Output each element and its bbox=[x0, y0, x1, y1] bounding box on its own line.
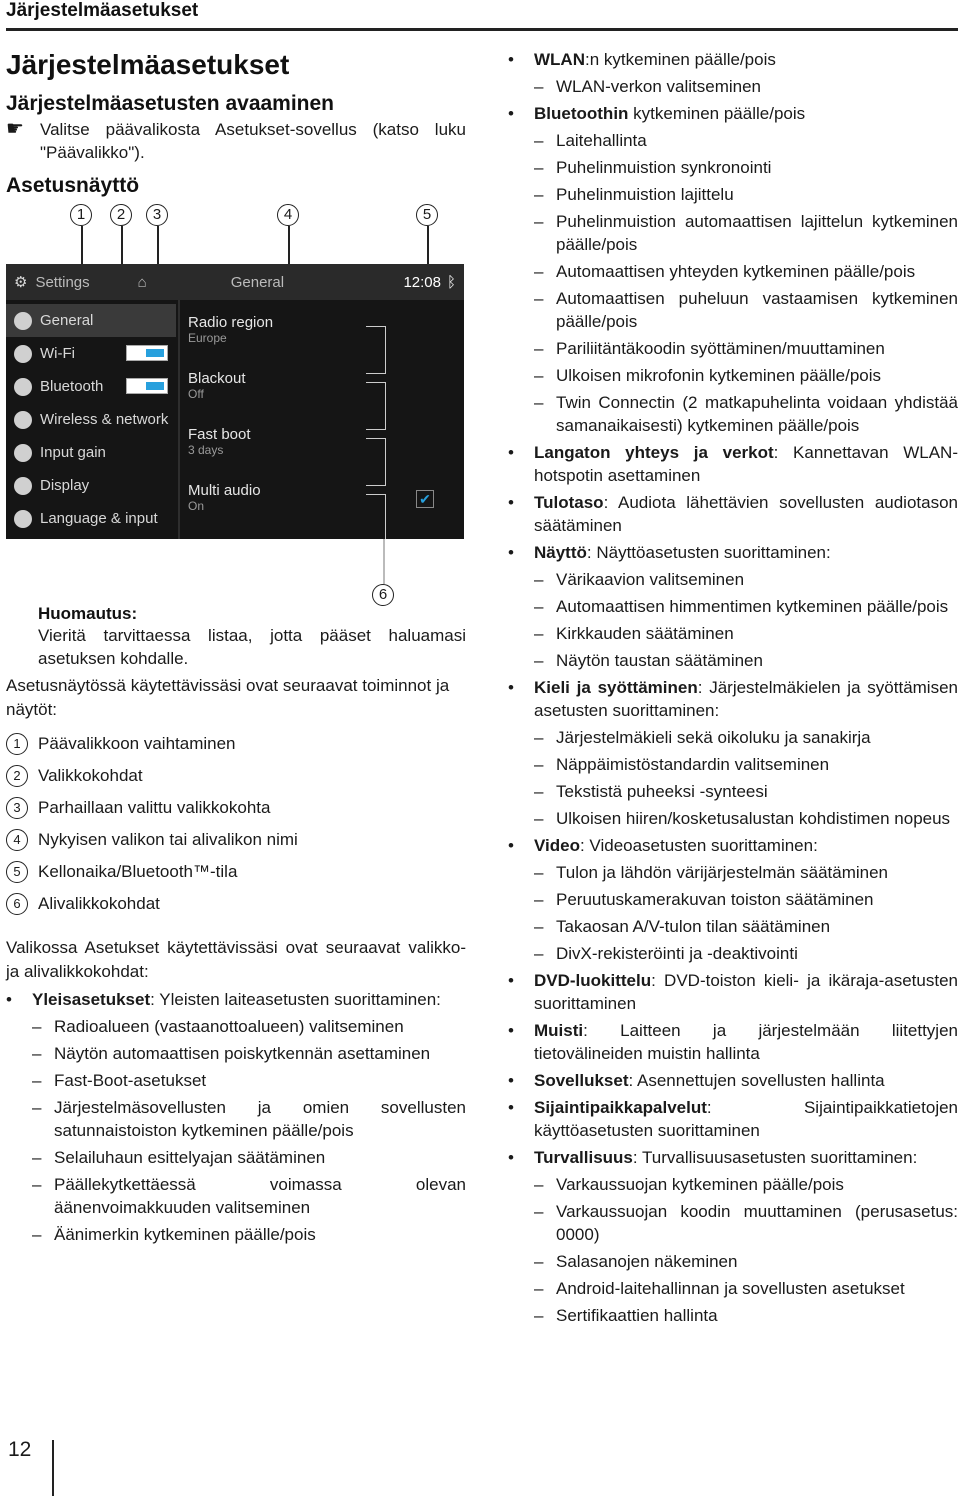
sub-item bbox=[32, 1223, 466, 1246]
dash: – bbox=[534, 212, 544, 231]
dash: – bbox=[534, 651, 544, 670]
sub-item-text: Järjestelmäsovellusten ja omien sovellusten satunnaistoiston kytkeminen päälle/pois bbox=[54, 1098, 466, 1140]
wifi-toggle[interactable] bbox=[126, 345, 168, 361]
dash: – bbox=[32, 1225, 42, 1244]
bullet-entry bbox=[508, 102, 958, 125]
sub-item bbox=[534, 888, 958, 911]
numbered-item bbox=[6, 728, 466, 760]
wifi-icon bbox=[14, 345, 32, 363]
dash: – bbox=[534, 131, 544, 150]
screen-title-settings: Settings bbox=[35, 273, 90, 291]
bullet-text: : Videoasetusten suorittaminen: bbox=[579, 836, 818, 855]
dash: – bbox=[534, 1279, 544, 1298]
sub-item-text: Varkaussuojan koodin muuttaminen (perusasetus: 0000) bbox=[556, 1202, 958, 1244]
bullet-dot: • bbox=[508, 493, 514, 512]
sub-item-text: Salasanojen näkeminen bbox=[556, 1252, 738, 1271]
bullet-text: : Yleisten laiteasetusten suorittaminen: bbox=[150, 990, 441, 1009]
sub-item bbox=[534, 807, 958, 830]
sub-item-text: Varkaussuojan kytkeminen päälle/pois bbox=[556, 1175, 844, 1194]
language-icon bbox=[14, 510, 32, 528]
sub-item-text: Automaattisen yhteyden kytkeminen päälle/pois bbox=[556, 262, 916, 281]
sub-item-text: Automaattisen puheluun vastaamisen kytkeminen päälle/pois bbox=[556, 289, 958, 331]
sub-item-text: Android-laitehallinnan ja sovellusten asetukset bbox=[556, 1279, 905, 1298]
bullet-text: kytkeminen päälle/pois bbox=[628, 104, 806, 123]
submenu-value: Off bbox=[188, 387, 204, 401]
bullet-text: : Kannettavan WLAN-hotspotin asettaminen bbox=[534, 443, 958, 485]
dash: – bbox=[534, 1175, 544, 1194]
bullet-text: : Audiota lähettävien sovellusten audiotason säätäminen bbox=[534, 493, 958, 535]
bullet-text: : Asennettujen sovellusten hallinta bbox=[628, 1071, 885, 1090]
sub-item bbox=[534, 726, 958, 749]
sub-item bbox=[534, 753, 958, 776]
sub-item-text: Puhelinmuistion synkronointi bbox=[556, 158, 772, 177]
sub-item-text: Värikaavion valitseminen bbox=[556, 570, 745, 589]
sub-item-text: Laitehallinta bbox=[556, 131, 647, 150]
left-column bbox=[6, 48, 466, 1246]
number-badge: 6 bbox=[6, 893, 28, 915]
numbered-item bbox=[6, 824, 466, 856]
bullet-general bbox=[6, 988, 466, 1011]
callout-5: 5 bbox=[416, 204, 438, 226]
submenu-label: Radio region bbox=[188, 314, 274, 331]
bullet-bold: Yleisasetukset bbox=[32, 990, 151, 1009]
bullet-dot: • bbox=[6, 990, 12, 1009]
sub-item-text: Puhelinmuistion automaattisen lajittelun kytkeminen päälle/pois bbox=[556, 212, 958, 254]
submenu-fast-boot[interactable] bbox=[188, 426, 251, 457]
submenu-value: Europe bbox=[188, 331, 227, 345]
bullet-entry bbox=[508, 1096, 958, 1142]
menu-label: General bbox=[40, 312, 94, 329]
dash: – bbox=[534, 1252, 544, 1271]
dash: – bbox=[534, 339, 544, 358]
screen-current-menu: General bbox=[230, 273, 285, 291]
section-title-screen: Asetusnäyttö bbox=[6, 174, 140, 197]
bullet-bold: Bluetoothin bbox=[534, 104, 629, 123]
menu-intro: Valikossa Asetukset käytettävissäsi ovat seuraavat valikko- ja alivalikkokohdat: bbox=[6, 938, 466, 981]
bullet-text: : Näyttöasetusten suorittaminen: bbox=[586, 543, 831, 562]
bullet-entry bbox=[508, 834, 958, 857]
bullet-text: : Laitteen ja järjestelmään liitettyjen tietovälineiden muistin hallinta bbox=[534, 1021, 958, 1063]
sub-item bbox=[534, 156, 958, 179]
submenu-bracket bbox=[366, 438, 386, 486]
number-badge: 5 bbox=[6, 861, 28, 883]
bullet-dot: • bbox=[508, 543, 514, 562]
dash: – bbox=[32, 1017, 42, 1036]
submenu-bracket bbox=[366, 382, 386, 430]
bullet-dot: • bbox=[508, 104, 514, 123]
sub-item bbox=[534, 183, 958, 206]
dash: – bbox=[32, 1148, 42, 1167]
sub-item-text: Näppäimistöstandardin valitseminen bbox=[556, 755, 830, 774]
bullet-dot: • bbox=[508, 443, 514, 462]
menu-label: Wi-Fi bbox=[40, 345, 75, 362]
callout-6: 6 bbox=[372, 584, 394, 606]
numbered-item bbox=[6, 792, 466, 824]
menu-label: Wireless & network bbox=[40, 411, 169, 428]
menu-item-wireless[interactable] bbox=[6, 403, 176, 436]
callout-1: 1 bbox=[70, 204, 92, 226]
bullet-dot: • bbox=[508, 836, 514, 855]
bullet-entry bbox=[508, 491, 958, 537]
submenu-value: 3 days bbox=[188, 443, 224, 457]
bullet-bold: DVD-luokittelu bbox=[534, 971, 652, 990]
bullet-bold: Turvallisuus bbox=[534, 1148, 633, 1167]
numbered-list bbox=[6, 728, 466, 920]
sub-item bbox=[534, 391, 958, 437]
bullet-dot: • bbox=[508, 1021, 514, 1040]
dash: – bbox=[534, 890, 544, 909]
dash: – bbox=[534, 289, 544, 308]
bullet-text: :n kytkeminen päälle/pois bbox=[584, 50, 776, 69]
numbered-text: Kellonaika/Bluetooth™-tila bbox=[38, 862, 238, 881]
display-icon bbox=[14, 477, 32, 495]
bullet-bold: Sijaintipaikkapalvelut bbox=[534, 1098, 707, 1117]
dash: – bbox=[534, 597, 544, 616]
sub-item-text: Päällekytkettäessä voimassa olevan äänenvoimakkuuden valitseminen bbox=[54, 1175, 466, 1217]
network-icon bbox=[14, 411, 32, 429]
screen-topbar bbox=[6, 264, 464, 300]
sub-item bbox=[534, 1277, 958, 1300]
dash: – bbox=[534, 809, 544, 828]
submenu-value: On bbox=[188, 499, 205, 513]
sub-item-text: Järjestelmäkieli sekä oikoluku ja sanakirja bbox=[556, 728, 871, 747]
sub-item-text: Peruutuskamerakuvan toiston säätäminen bbox=[556, 890, 874, 909]
sub-item bbox=[534, 1250, 958, 1273]
submenu-bracket bbox=[366, 494, 386, 539]
sub-item-text: Pariliitäntäkoodin syöttäminen/muuttaminen bbox=[556, 339, 885, 358]
menu-item-input-gain[interactable] bbox=[6, 436, 176, 469]
bullet-entry bbox=[508, 48, 958, 71]
dash: – bbox=[534, 782, 544, 801]
dash: – bbox=[32, 1098, 42, 1117]
bullet-dot: • bbox=[508, 1098, 514, 1117]
bullet-bold: Kieli ja syöttäminen bbox=[534, 678, 698, 697]
bullet-dot: • bbox=[508, 50, 514, 69]
sub-item bbox=[32, 1096, 466, 1142]
bullet-entry bbox=[508, 541, 958, 564]
dash: – bbox=[534, 917, 544, 936]
sub-item bbox=[534, 1304, 958, 1327]
instruction-text: Valitse päävalikosta Asetukset-sovellus (katso luku "Päävalikko"). bbox=[40, 120, 466, 162]
bullet-entry bbox=[508, 1146, 958, 1169]
dash: – bbox=[534, 158, 544, 177]
number-badge: 4 bbox=[6, 829, 28, 851]
bullet-dot: • bbox=[508, 1148, 514, 1167]
bluetooth-status-icon: ᛒ bbox=[446, 273, 456, 291]
sub-item bbox=[32, 1069, 466, 1092]
dash: – bbox=[32, 1175, 42, 1194]
submenu-radio-region[interactable] bbox=[188, 314, 273, 345]
dash: – bbox=[534, 262, 544, 281]
sub-item-text: Tulon ja lähdön värijärjestelmän säätäminen bbox=[556, 863, 888, 882]
numbered-text: Alivalikkokohdat bbox=[38, 894, 160, 913]
sub-item-text: Automaattisen himmentimen kytkeminen päälle/pois bbox=[556, 597, 949, 616]
general-sublist bbox=[6, 1015, 466, 1246]
submenu-label: Multi audio bbox=[188, 482, 261, 499]
home-icon[interactable]: ⌂ bbox=[137, 273, 147, 291]
bullet-bold: Langaton yhteys ja verkot bbox=[534, 443, 774, 462]
bullet-text: : Järjestelmäkielen ja syöttämisen asetusten suorittaminen: bbox=[534, 678, 958, 720]
sub-item-text: Ulkoisen hiiren/kosketusalustan kohdistimen nopeus bbox=[556, 809, 951, 828]
sub-item bbox=[534, 1173, 958, 1196]
bullet-entry bbox=[508, 441, 958, 487]
sub-item bbox=[534, 568, 958, 591]
numbered-item bbox=[6, 760, 466, 792]
callout-2: 2 bbox=[110, 204, 132, 226]
menu-label: Display bbox=[40, 477, 90, 494]
sub-item bbox=[534, 210, 958, 256]
sub-item bbox=[534, 364, 958, 387]
dash: – bbox=[534, 77, 544, 96]
numbered-text: Nykyisen valikon tai alivalikon nimi bbox=[38, 830, 298, 849]
number-badge: 2 bbox=[6, 765, 28, 787]
bullet-text: : DVD-toiston kieli- ja ikäraja-asetusten suorittaminen bbox=[534, 971, 958, 1013]
pointing-hand-icon: ☛ bbox=[6, 118, 24, 140]
sub-item bbox=[534, 1200, 958, 1246]
sub-item-text: Twin Connectin (2 matkapuhelinta voidaan yhdistää samanaikaisesti) kytkeminen päälle/pois bbox=[556, 393, 958, 435]
sub-item-text: Radioalueen (vastaanottoalueen) valitseminen bbox=[54, 1017, 404, 1036]
menu-item-display[interactable] bbox=[6, 469, 176, 502]
footer-rule bbox=[52, 1440, 54, 1496]
dash: – bbox=[534, 366, 544, 385]
sub-item bbox=[534, 337, 958, 360]
sub-item bbox=[534, 622, 958, 645]
bullet-entry bbox=[508, 1019, 958, 1065]
sub-item bbox=[534, 780, 958, 803]
multi-audio-checkbox[interactable]: ✔ bbox=[416, 490, 434, 508]
bullet-bold: Video bbox=[534, 836, 580, 855]
sub-item bbox=[32, 1146, 466, 1169]
bluetooth-toggle[interactable] bbox=[126, 378, 168, 394]
sub-item bbox=[534, 129, 958, 152]
sub-item-text: Tekstistä puheeksi -synteesi bbox=[556, 782, 768, 801]
numbered-text: Valikkokohdat bbox=[38, 766, 143, 785]
submenu-bracket bbox=[366, 326, 386, 374]
sub-item-text: Näytön automaattisen poiskytkennän asettaminen bbox=[54, 1044, 431, 1063]
bullet-dot: • bbox=[508, 678, 514, 697]
dash: – bbox=[32, 1044, 42, 1063]
submenu-multi-audio[interactable] bbox=[188, 482, 261, 513]
sub-item bbox=[534, 649, 958, 672]
sub-item bbox=[32, 1042, 466, 1065]
note-text: Vieritä tarvittaessa listaa, jotta pääset haluamasi asetuksen kohdalle. bbox=[38, 626, 466, 668]
page-number: 12 bbox=[8, 1438, 32, 1461]
bullet-entry bbox=[508, 1069, 958, 1092]
sub-item-text: Näytön taustan säätäminen bbox=[556, 651, 763, 670]
sub-item-text: Äänimerkin kytkeminen päälle/pois bbox=[54, 1225, 316, 1244]
bullet-entry bbox=[508, 969, 958, 1015]
dash: – bbox=[534, 185, 544, 204]
dash: – bbox=[534, 755, 544, 774]
header-rule bbox=[6, 28, 958, 31]
bullet-bold: Tulotaso bbox=[534, 493, 604, 512]
bullet-bold: Näyttö bbox=[534, 543, 587, 562]
numbered-text: Parhaillaan valittu valikkokohta bbox=[38, 798, 271, 817]
submenu-label: Blackout bbox=[188, 370, 246, 387]
sub-item-text: Selailuhaun esittelyajan säätäminen bbox=[54, 1148, 326, 1167]
menu-label: Language & input bbox=[40, 510, 158, 527]
number-badge: 3 bbox=[6, 797, 28, 819]
sub-item bbox=[534, 287, 958, 333]
sub-item-text: Sertifikaattien hallinta bbox=[556, 1306, 718, 1325]
submenu-blackout[interactable] bbox=[188, 370, 246, 401]
sub-item bbox=[534, 260, 958, 283]
section-title-opening: Järjestelmäasetusten avaaminen bbox=[6, 92, 335, 115]
sub-item-text: Fast-Boot-asetukset bbox=[54, 1071, 207, 1090]
bullet-entry bbox=[508, 676, 958, 722]
callout-4: 4 bbox=[277, 204, 299, 226]
numbered-item bbox=[6, 888, 466, 920]
dash: – bbox=[534, 570, 544, 589]
settings-screen-figure bbox=[6, 204, 466, 604]
numbered-text: Päävalikkoon vaihtaminen bbox=[38, 734, 236, 753]
menu-label: Input gain bbox=[40, 444, 106, 461]
bluetooth-icon bbox=[14, 378, 32, 396]
dash: – bbox=[534, 1202, 544, 1221]
page-title: Järjestelmäasetukset bbox=[6, 49, 290, 80]
gear-icon: ⚙ bbox=[14, 274, 28, 291]
numbered-item bbox=[6, 856, 466, 888]
dash: – bbox=[534, 1306, 544, 1325]
dash: – bbox=[534, 728, 544, 747]
sub-item bbox=[32, 1015, 466, 1038]
bullet-bold: Muisti bbox=[534, 1021, 584, 1040]
sub-item-text: Takaosan A/V-tulon tilan säätäminen bbox=[556, 917, 831, 936]
bullet-text: : Sijaintipaikkatietojen käyttöasetusten suorittaminen bbox=[534, 1098, 958, 1140]
sub-item bbox=[32, 1173, 466, 1219]
screen-clock: 12:08 bbox=[403, 273, 441, 291]
sub-item bbox=[534, 861, 958, 884]
dash: – bbox=[32, 1071, 42, 1090]
submenu-label: Fast boot bbox=[188, 426, 251, 443]
sub-item-text: Ulkoisen mikrofonin kytkeminen päälle/pois bbox=[556, 366, 882, 385]
sub-item bbox=[534, 75, 958, 98]
sub-item-text: WLAN-verkon valitseminen bbox=[556, 77, 762, 96]
sub-item-text: DivX-rekisteröinti ja -deaktivointi bbox=[556, 944, 798, 963]
sub-item bbox=[534, 915, 958, 938]
number-badge: 1 bbox=[6, 733, 28, 755]
dash: – bbox=[534, 393, 544, 412]
menu-label: Bluetooth bbox=[40, 378, 104, 395]
menu-item-general[interactable] bbox=[6, 304, 176, 337]
input-gain-icon bbox=[14, 444, 32, 462]
instruction bbox=[6, 118, 466, 164]
bullet-text: : Turvallisuusasetusten suorittaminen: bbox=[632, 1148, 918, 1167]
bullet-dot: • bbox=[508, 1071, 514, 1090]
general-icon bbox=[14, 312, 32, 330]
bullet-bold: Sovellukset bbox=[534, 1071, 629, 1090]
dash: – bbox=[534, 624, 544, 643]
sub-item bbox=[534, 595, 958, 618]
bullet-dot: • bbox=[508, 971, 514, 990]
sub-item-text: Puhelinmuistion lajittelu bbox=[556, 185, 734, 204]
callout-3: 3 bbox=[146, 204, 168, 226]
sub-item bbox=[534, 942, 958, 965]
sub-item-text: Kirkkauden säätäminen bbox=[556, 624, 734, 643]
bullet-bold: WLAN bbox=[534, 50, 585, 69]
right-column bbox=[508, 48, 958, 1327]
device-screen bbox=[6, 264, 464, 539]
screen-divider bbox=[178, 300, 180, 539]
dash: – bbox=[534, 863, 544, 882]
note-title: Huomautus: bbox=[38, 604, 138, 623]
dash: – bbox=[534, 944, 544, 963]
running-header: Järjestelmäasetukset bbox=[6, 0, 199, 21]
menu-item-language[interactable] bbox=[6, 502, 176, 535]
intro-text: Asetusnäytössä käytettävissäsi ovat seuraavat toiminnot ja näytöt: bbox=[6, 676, 450, 719]
